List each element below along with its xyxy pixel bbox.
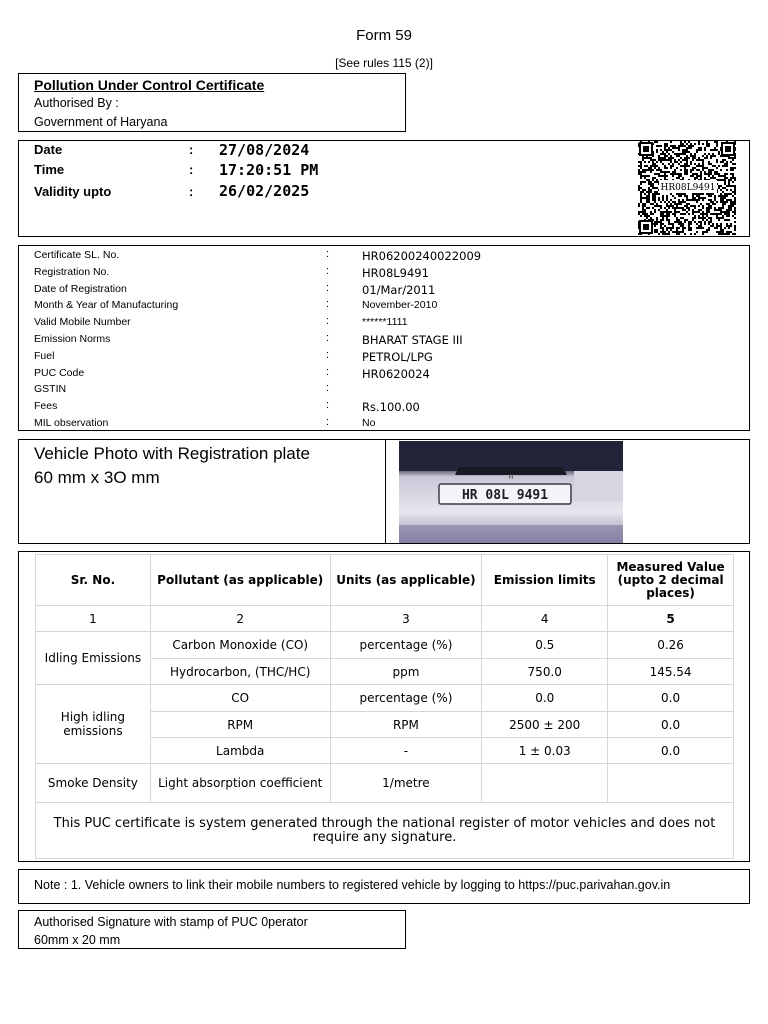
info-row [19, 416, 749, 433]
info-label: Valid Mobile Number [34, 316, 131, 329]
table-row [36, 764, 734, 803]
system-generated-note: This PUC certificate is system generated through the national register of motor vehicles and does not require any signature. [36, 803, 734, 859]
info-row [19, 349, 749, 366]
info-label: MIL observation [34, 417, 109, 429]
info-label: Certificate SL. No. [34, 249, 120, 261]
pollutant-cell: Carbon Monoxide (CO) [150, 632, 330, 659]
measured-cell: 145.54 [608, 659, 734, 685]
signature-line1: Authorised Signature with stamp of PUC 0perator [34, 915, 308, 929]
certificate-title: Pollution Under Control Certificate [34, 77, 265, 93]
form-title: Form 59 [356, 27, 412, 44]
header-units: Units (as applicable) [330, 555, 482, 606]
info-value: PETROL/LPG [362, 349, 433, 364]
validity-label: Validity upto [34, 184, 112, 199]
info-value: HR08L9491 [362, 265, 429, 280]
info-value: BHARAT STAGE III [362, 333, 463, 347]
info-label: PUC Code [34, 366, 85, 379]
header-pollutant: Pollutant (as applicable) [150, 555, 330, 606]
header-measured: Measured Value (upto 2 decimal places) [608, 555, 734, 606]
unit-cell: - [330, 738, 482, 764]
measured-cell: 0.0 [608, 738, 734, 764]
info-value: ******1111 [362, 316, 408, 329]
measured-cell: 0.26 [608, 632, 734, 659]
header-sr-no: Sr. No. [36, 555, 151, 606]
info-colon: : [326, 382, 330, 395]
table-number-row [36, 606, 734, 632]
limit-cell: 2500 ± 200 [482, 712, 608, 738]
unit-cell: percentage (%) [330, 632, 482, 659]
measured-cell: 0.0 [608, 712, 734, 738]
col-number: 3 [330, 606, 482, 632]
photo-label-line2: 60 mm x 3O mm [34, 468, 160, 487]
smoke-density-label: Smoke Density [36, 764, 151, 803]
info-value: HR0620024 [362, 366, 430, 381]
info-colon: : [326, 298, 330, 311]
table-header-row [36, 555, 734, 606]
info-row [19, 366, 749, 383]
high-idling-label: High idling emissions [36, 685, 151, 764]
info-colon: : [326, 248, 330, 260]
pollutant-cell: Light absorption coefficient [150, 764, 330, 803]
authority-name: Government of Haryana [34, 115, 168, 129]
info-label: Fees [34, 400, 58, 413]
qr-center-text: HR08L9491 [660, 183, 716, 193]
rules-reference: [See rules 115 (2)] [335, 56, 433, 70]
vehicle-photo [399, 441, 623, 543]
pollutant-cell: RPM [150, 712, 330, 738]
info-row [19, 315, 749, 332]
vehicle-photo-label [18, 439, 386, 544]
info-colon: : [326, 315, 330, 328]
info-colon: : [326, 281, 330, 294]
limit-cell: 1 ± 0.03 [482, 738, 608, 764]
info-value: November-2010 [362, 299, 438, 312]
signature-line2: 60mm x 20 mm [34, 933, 121, 947]
mobile-link-note: Note : 1. Vehicle owners to link their mobile numbers to registered vehicle by logging to https://puc.parivahan.gov.in [18, 869, 750, 904]
emission-section [18, 551, 750, 862]
qr-code-icon [638, 141, 736, 235]
header-limits: Emission limits [482, 555, 608, 606]
info-row [19, 399, 749, 416]
col-number: 1 [36, 606, 151, 632]
info-row [19, 265, 749, 282]
validity-colon: : [189, 184, 194, 199]
time-colon: : [189, 162, 194, 177]
info-label: GSTIN [34, 383, 67, 396]
info-row [19, 332, 749, 349]
limit-cell [482, 764, 608, 803]
info-value: Rs.100.00 [362, 400, 420, 415]
info-colon: : [326, 416, 330, 428]
emission-table [35, 554, 734, 859]
signature-box [18, 910, 406, 949]
date-colon: : [189, 142, 194, 157]
time-label: Time [34, 162, 65, 177]
unit-cell: percentage (%) [330, 685, 482, 712]
info-label: Fuel [34, 349, 55, 362]
info-label: Emission Norms [34, 333, 111, 345]
measured-cell [608, 764, 734, 803]
info-colon: : [326, 332, 330, 344]
table-row [36, 632, 734, 659]
table-row [36, 685, 734, 712]
validity-value: 26/02/2025 [219, 182, 310, 200]
table-note-row [36, 803, 734, 859]
col-number: 4 [482, 606, 608, 632]
photo-label-line1: Vehicle Photo with Registration plate [34, 444, 310, 463]
info-row [19, 248, 749, 265]
limit-cell: 0.5 [482, 632, 608, 659]
col-number: 2 [150, 606, 330, 632]
info-colon: : [326, 264, 330, 277]
info-value: No [362, 417, 376, 429]
unit-cell: RPM [330, 712, 482, 738]
info-row [19, 282, 749, 299]
info-value: 01/Mar/2011 [362, 282, 436, 297]
info-row [19, 382, 749, 399]
time-value: 17:20:51 PM [219, 161, 319, 179]
plate-text: HR 08L 9491 [461, 488, 549, 503]
info-colon: : [326, 399, 330, 412]
unit-cell: 1/metre [330, 764, 482, 803]
pollutant-cell: CO [150, 685, 330, 712]
authorised-by-label: Authorised By : [34, 96, 119, 110]
date-time-section [18, 140, 750, 237]
unit-cell: ppm [330, 659, 482, 685]
pollutant-cell: Hydrocarbon, (THC/HC) [150, 659, 330, 685]
vehicle-info-section [18, 245, 750, 431]
measured-cell: 0.0 [608, 685, 734, 712]
limit-cell: 0.0 [482, 685, 608, 712]
pollutant-cell: Lambda [150, 738, 330, 764]
info-row [19, 298, 749, 315]
date-value: 27/08/2024 [219, 141, 310, 159]
info-value: HR06200240022009 [362, 249, 482, 263]
info-colon: : [326, 348, 330, 361]
certificate-header [18, 73, 406, 132]
info-label: Registration No. [34, 265, 110, 278]
idling-label: Idling Emissions [36, 632, 151, 685]
limit-cell: 750.0 [482, 659, 608, 685]
info-label: Date of Registration [34, 282, 127, 295]
col-number: 5 [608, 606, 734, 632]
info-colon: : [326, 365, 330, 378]
info-label: Month & Year of Manufacturing [34, 299, 179, 312]
svg-text:ʜ: ʜ [508, 472, 514, 481]
date-label: Date [34, 142, 63, 157]
vehicle-photo-frame [385, 439, 750, 544]
